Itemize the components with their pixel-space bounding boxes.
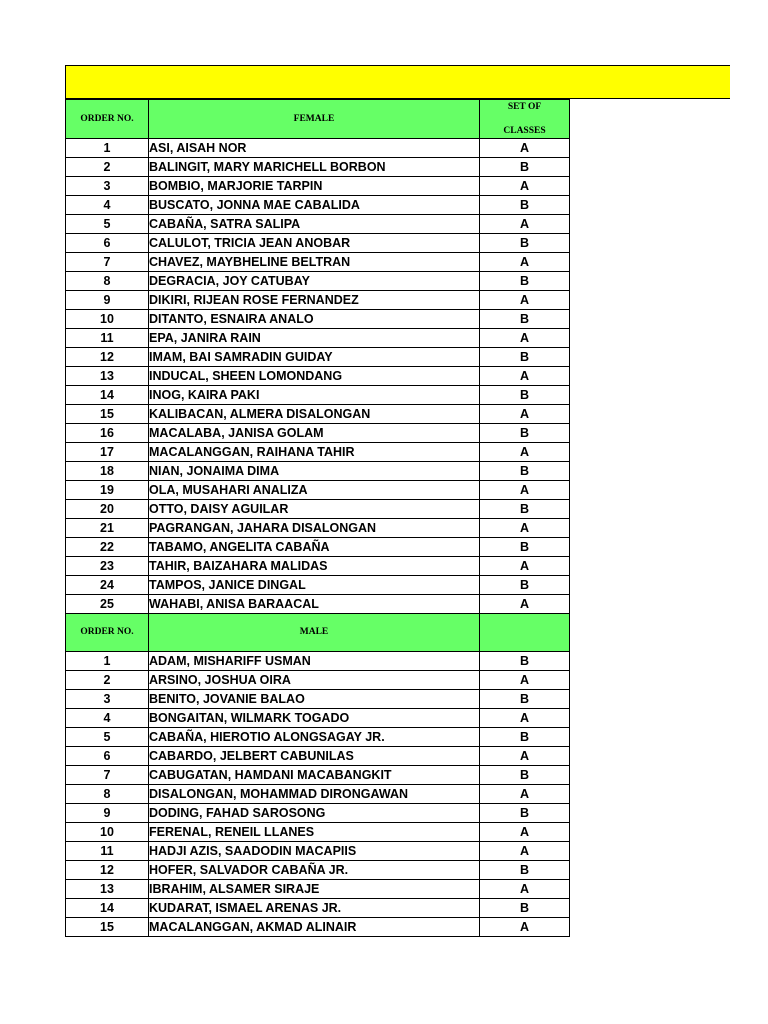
order-no-cell: 18 bbox=[66, 462, 149, 481]
male-row bbox=[66, 861, 570, 880]
set-cell: A bbox=[480, 519, 570, 538]
order-no-cell: 23 bbox=[66, 557, 149, 576]
name-cell: INDUCAL, SHEEN LOMONDANG bbox=[149, 367, 480, 386]
set-cell: A bbox=[480, 329, 570, 348]
order-no-cell: 7 bbox=[66, 253, 149, 272]
roster-table bbox=[65, 99, 570, 937]
female-row bbox=[66, 538, 570, 557]
set-of-classes-header bbox=[480, 100, 570, 139]
set-cell: A bbox=[480, 823, 570, 842]
name-cell: INOG, KAIRA PAKI bbox=[149, 386, 480, 405]
male-row bbox=[66, 842, 570, 861]
order-no-cell: 17 bbox=[66, 443, 149, 462]
name-cell: DITANTO, ESNAIRA ANALO bbox=[149, 310, 480, 329]
set-cell: A bbox=[480, 557, 570, 576]
order-no-cell: 6 bbox=[66, 234, 149, 253]
order-no-cell: 8 bbox=[66, 785, 149, 804]
order-no-cell: 7 bbox=[66, 766, 149, 785]
name-cell: TABAMO, ANGELITA CABAÑA bbox=[149, 538, 480, 557]
female-row bbox=[66, 462, 570, 481]
female-row bbox=[66, 215, 570, 234]
name-cell: WAHABI, ANISA BARAACAL bbox=[149, 595, 480, 614]
set-cell: B bbox=[480, 576, 570, 595]
name-cell: DODING, FAHAD SAROSONG bbox=[149, 804, 480, 823]
name-cell: NIAN, JONAIMA DIMA bbox=[149, 462, 480, 481]
name-cell: OTTO, DAISY AGUILAR bbox=[149, 500, 480, 519]
set-cell: A bbox=[480, 709, 570, 728]
order-no-header: ORDER NO. bbox=[66, 100, 149, 139]
order-no-cell: 22 bbox=[66, 538, 149, 557]
order-no-cell: 6 bbox=[66, 747, 149, 766]
set-cell: B bbox=[480, 348, 570, 367]
order-no-cell: 9 bbox=[66, 804, 149, 823]
male-row bbox=[66, 671, 570, 690]
female-header: FEMALE bbox=[149, 100, 480, 139]
female-row bbox=[66, 348, 570, 367]
male-row bbox=[66, 918, 570, 937]
set-cell: B bbox=[480, 272, 570, 291]
set-cell: B bbox=[480, 234, 570, 253]
male-row bbox=[66, 652, 570, 671]
female-row bbox=[66, 158, 570, 177]
order-no-cell: 2 bbox=[66, 671, 149, 690]
name-cell: IBRAHIM, ALSAMER SIRAJE bbox=[149, 880, 480, 899]
order-no-cell: 24 bbox=[66, 576, 149, 595]
name-cell: CHAVEZ, MAYBHELINE BELTRAN bbox=[149, 253, 480, 272]
order-no-cell: 12 bbox=[66, 348, 149, 367]
female-row bbox=[66, 234, 570, 253]
name-cell: FERENAL, RENEIL LLANES bbox=[149, 823, 480, 842]
order-no-cell: 3 bbox=[66, 177, 149, 196]
female-row bbox=[66, 443, 570, 462]
set-cell: A bbox=[480, 842, 570, 861]
female-row bbox=[66, 386, 570, 405]
male-row bbox=[66, 747, 570, 766]
name-cell: DISALONGAN, MOHAMMAD DIRONGAWAN bbox=[149, 785, 480, 804]
name-cell: ADAM, MISHARIFF USMAN bbox=[149, 652, 480, 671]
male-header-row bbox=[66, 614, 570, 652]
name-cell: BONGAITAN, WILMARK TOGADO bbox=[149, 709, 480, 728]
set-cell: A bbox=[480, 918, 570, 937]
order-no-cell: 20 bbox=[66, 500, 149, 519]
name-cell: OLA, MUSAHARI ANALIZA bbox=[149, 481, 480, 500]
female-row bbox=[66, 329, 570, 348]
male-row bbox=[66, 785, 570, 804]
name-cell: KUDARAT, ISMAEL ARENAS JR. bbox=[149, 899, 480, 918]
male-row bbox=[66, 709, 570, 728]
female-row bbox=[66, 272, 570, 291]
set-cell: A bbox=[480, 595, 570, 614]
female-row bbox=[66, 310, 570, 329]
set-cell: B bbox=[480, 766, 570, 785]
order-no-cell: 25 bbox=[66, 595, 149, 614]
order-no-cell: 4 bbox=[66, 709, 149, 728]
order-no-cell: 21 bbox=[66, 519, 149, 538]
name-cell: CABUGATAN, HAMDANI MACABANGKIT bbox=[149, 766, 480, 785]
name-cell: CABARDO, JELBERT CABUNILAS bbox=[149, 747, 480, 766]
order-no-cell: 3 bbox=[66, 690, 149, 709]
title-bar bbox=[65, 65, 730, 99]
name-cell: CABAÑA, SATRA SALIPA bbox=[149, 215, 480, 234]
name-cell: PAGRANGAN, JAHARA DISALONGAN bbox=[149, 519, 480, 538]
set-cell: A bbox=[480, 139, 570, 158]
male-row bbox=[66, 880, 570, 899]
order-no-cell: 14 bbox=[66, 899, 149, 918]
female-row bbox=[66, 500, 570, 519]
female-row bbox=[66, 253, 570, 272]
female-row bbox=[66, 481, 570, 500]
name-cell: HOFER, SALVADOR CABAÑA JR. bbox=[149, 861, 480, 880]
order-no-cell: 10 bbox=[66, 823, 149, 842]
set-cell: B bbox=[480, 500, 570, 519]
order-no-cell: 4 bbox=[66, 196, 149, 215]
set-cell: B bbox=[480, 196, 570, 215]
male-row bbox=[66, 766, 570, 785]
female-row bbox=[66, 139, 570, 158]
set-cell: B bbox=[480, 386, 570, 405]
order-no-cell: 9 bbox=[66, 291, 149, 310]
name-cell: BUSCATO, JONNA MAE CABALIDA bbox=[149, 196, 480, 215]
set-cell: B bbox=[480, 538, 570, 557]
female-row bbox=[66, 519, 570, 538]
set-cell: B bbox=[480, 899, 570, 918]
name-cell: MACALANGGAN, AKMAD ALINAIR bbox=[149, 918, 480, 937]
set-header-line1: SET OF bbox=[507, 102, 542, 112]
order-no-cell: 13 bbox=[66, 880, 149, 899]
order-no-cell: 15 bbox=[66, 918, 149, 937]
set-cell: A bbox=[480, 177, 570, 196]
name-cell: ASI, AISAH NOR bbox=[149, 139, 480, 158]
order-no-cell: 5 bbox=[66, 215, 149, 234]
name-cell: ARSINO, JOSHUA OIRA bbox=[149, 671, 480, 690]
set-cell: B bbox=[480, 158, 570, 177]
male-row bbox=[66, 899, 570, 918]
set-header-line2: CLASSES bbox=[503, 126, 546, 136]
name-cell: IMAM, BAI SAMRADIN GUIDAY bbox=[149, 348, 480, 367]
set-cell: B bbox=[480, 861, 570, 880]
name-cell: BOMBIO, MARJORIE TARPIN bbox=[149, 177, 480, 196]
order-no-cell: 12 bbox=[66, 861, 149, 880]
name-cell: CALULOT, TRICIA JEAN ANOBAR bbox=[149, 234, 480, 253]
female-row bbox=[66, 196, 570, 215]
set-cell: A bbox=[480, 481, 570, 500]
male-header: MALE bbox=[149, 614, 480, 652]
order-no-cell: 19 bbox=[66, 481, 149, 500]
set-cell: A bbox=[480, 215, 570, 234]
female-row bbox=[66, 424, 570, 443]
order-no-cell: 5 bbox=[66, 728, 149, 747]
set-cell: B bbox=[480, 728, 570, 747]
set-cell: B bbox=[480, 690, 570, 709]
set-header-empty bbox=[480, 614, 570, 652]
set-cell: A bbox=[480, 291, 570, 310]
order-no-cell: 10 bbox=[66, 310, 149, 329]
male-row bbox=[66, 804, 570, 823]
name-cell: TAHIR, BAIZAHARA MALIDAS bbox=[149, 557, 480, 576]
female-row bbox=[66, 557, 570, 576]
name-cell: HADJI AZIS, SAADODIN MACAPIIS bbox=[149, 842, 480, 861]
name-cell: EPA, JANIRA RAIN bbox=[149, 329, 480, 348]
set-cell: B bbox=[480, 424, 570, 443]
female-row bbox=[66, 405, 570, 424]
set-cell: A bbox=[480, 443, 570, 462]
order-no-cell: 11 bbox=[66, 329, 149, 348]
female-row bbox=[66, 367, 570, 386]
name-cell: CABAÑA, HIEROTIO ALONGSAGAY JR. bbox=[149, 728, 480, 747]
order-no-header: ORDER NO. bbox=[66, 614, 149, 652]
female-header-row bbox=[66, 100, 570, 139]
name-cell: MACALANGGAN, RAIHANA TAHIR bbox=[149, 443, 480, 462]
name-cell: MACALABA, JANISA GOLAM bbox=[149, 424, 480, 443]
female-row bbox=[66, 177, 570, 196]
female-row bbox=[66, 576, 570, 595]
order-no-cell: 8 bbox=[66, 272, 149, 291]
name-cell: BALINGIT, MARY MARICHELL BORBON bbox=[149, 158, 480, 177]
name-cell: DEGRACIA, JOY CATUBAY bbox=[149, 272, 480, 291]
set-cell: B bbox=[480, 462, 570, 481]
set-cell: A bbox=[480, 880, 570, 899]
order-no-cell: 2 bbox=[66, 158, 149, 177]
set-cell: B bbox=[480, 310, 570, 329]
male-row bbox=[66, 823, 570, 842]
order-no-cell: 13 bbox=[66, 367, 149, 386]
order-no-cell: 16 bbox=[66, 424, 149, 443]
name-cell: TAMPOS, JANICE DINGAL bbox=[149, 576, 480, 595]
name-cell: KALIBACAN, ALMERA DISALONGAN bbox=[149, 405, 480, 424]
name-cell: DIKIRI, RIJEAN ROSE FERNANDEZ bbox=[149, 291, 480, 310]
order-no-cell: 14 bbox=[66, 386, 149, 405]
male-row bbox=[66, 728, 570, 747]
set-cell: A bbox=[480, 367, 570, 386]
name-cell: BENITO, JOVANIE BALAO bbox=[149, 690, 480, 709]
set-cell: A bbox=[480, 671, 570, 690]
order-no-cell: 1 bbox=[66, 652, 149, 671]
order-no-cell: 15 bbox=[66, 405, 149, 424]
set-cell: B bbox=[480, 804, 570, 823]
set-cell: A bbox=[480, 747, 570, 766]
order-no-cell: 11 bbox=[66, 842, 149, 861]
roster-body bbox=[66, 100, 570, 937]
set-cell: A bbox=[480, 785, 570, 804]
order-no-cell: 1 bbox=[66, 139, 149, 158]
set-cell: A bbox=[480, 253, 570, 272]
set-cell: B bbox=[480, 652, 570, 671]
female-row bbox=[66, 291, 570, 310]
female-row bbox=[66, 595, 570, 614]
male-row bbox=[66, 690, 570, 709]
set-cell: A bbox=[480, 405, 570, 424]
